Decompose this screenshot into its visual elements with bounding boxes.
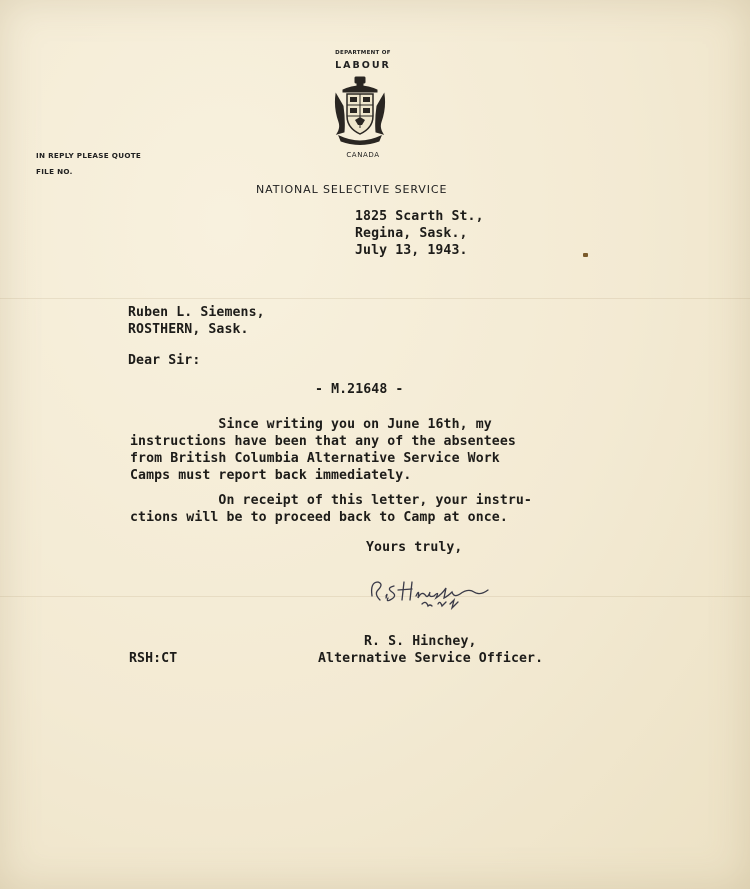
- file-reference: - M.21648 -: [315, 382, 404, 397]
- labour-label: LABOUR: [335, 60, 391, 71]
- fold-line: [0, 298, 750, 299]
- in-reply-label: IN REPLY PLEASE QUOTE: [36, 151, 142, 160]
- service-heading: NATIONAL SELECTIVE SERVICE: [256, 183, 448, 196]
- canada-label: CANADA: [346, 151, 380, 159]
- body-paragraph-1: Since writing you on June 16th, my instructions have been that any of the absentees from British Columbia Alternative Service Work Camps must report back immediately.: [130, 417, 516, 483]
- handwritten-signature: [364, 574, 504, 614]
- typist-initials: RSH:CT: [129, 651, 178, 666]
- body-paragraph-2: On receipt of this letter, your instru- ctions will be to proceed back to Camp at once.: [130, 493, 532, 525]
- department-of-label: DEPARTMENT OF: [335, 50, 391, 56]
- signer-name: R. S. Hinchey,: [364, 634, 477, 649]
- recipient-address: Ruben L. Siemens, ROSTHERN, Sask.: [128, 305, 265, 337]
- sender-address: 1825 Scarth St., Regina, Sask., July 13, 1943.: [355, 209, 484, 258]
- signer-title: Alternative Service Officer.: [318, 651, 544, 666]
- file-no-label: FILE NO.: [36, 167, 73, 176]
- coat-of-arms-icon: [333, 76, 387, 146]
- ink-spot: [583, 253, 588, 257]
- salutation: Dear Sir:: [128, 353, 201, 368]
- complimentary-close: Yours truly,: [366, 540, 463, 555]
